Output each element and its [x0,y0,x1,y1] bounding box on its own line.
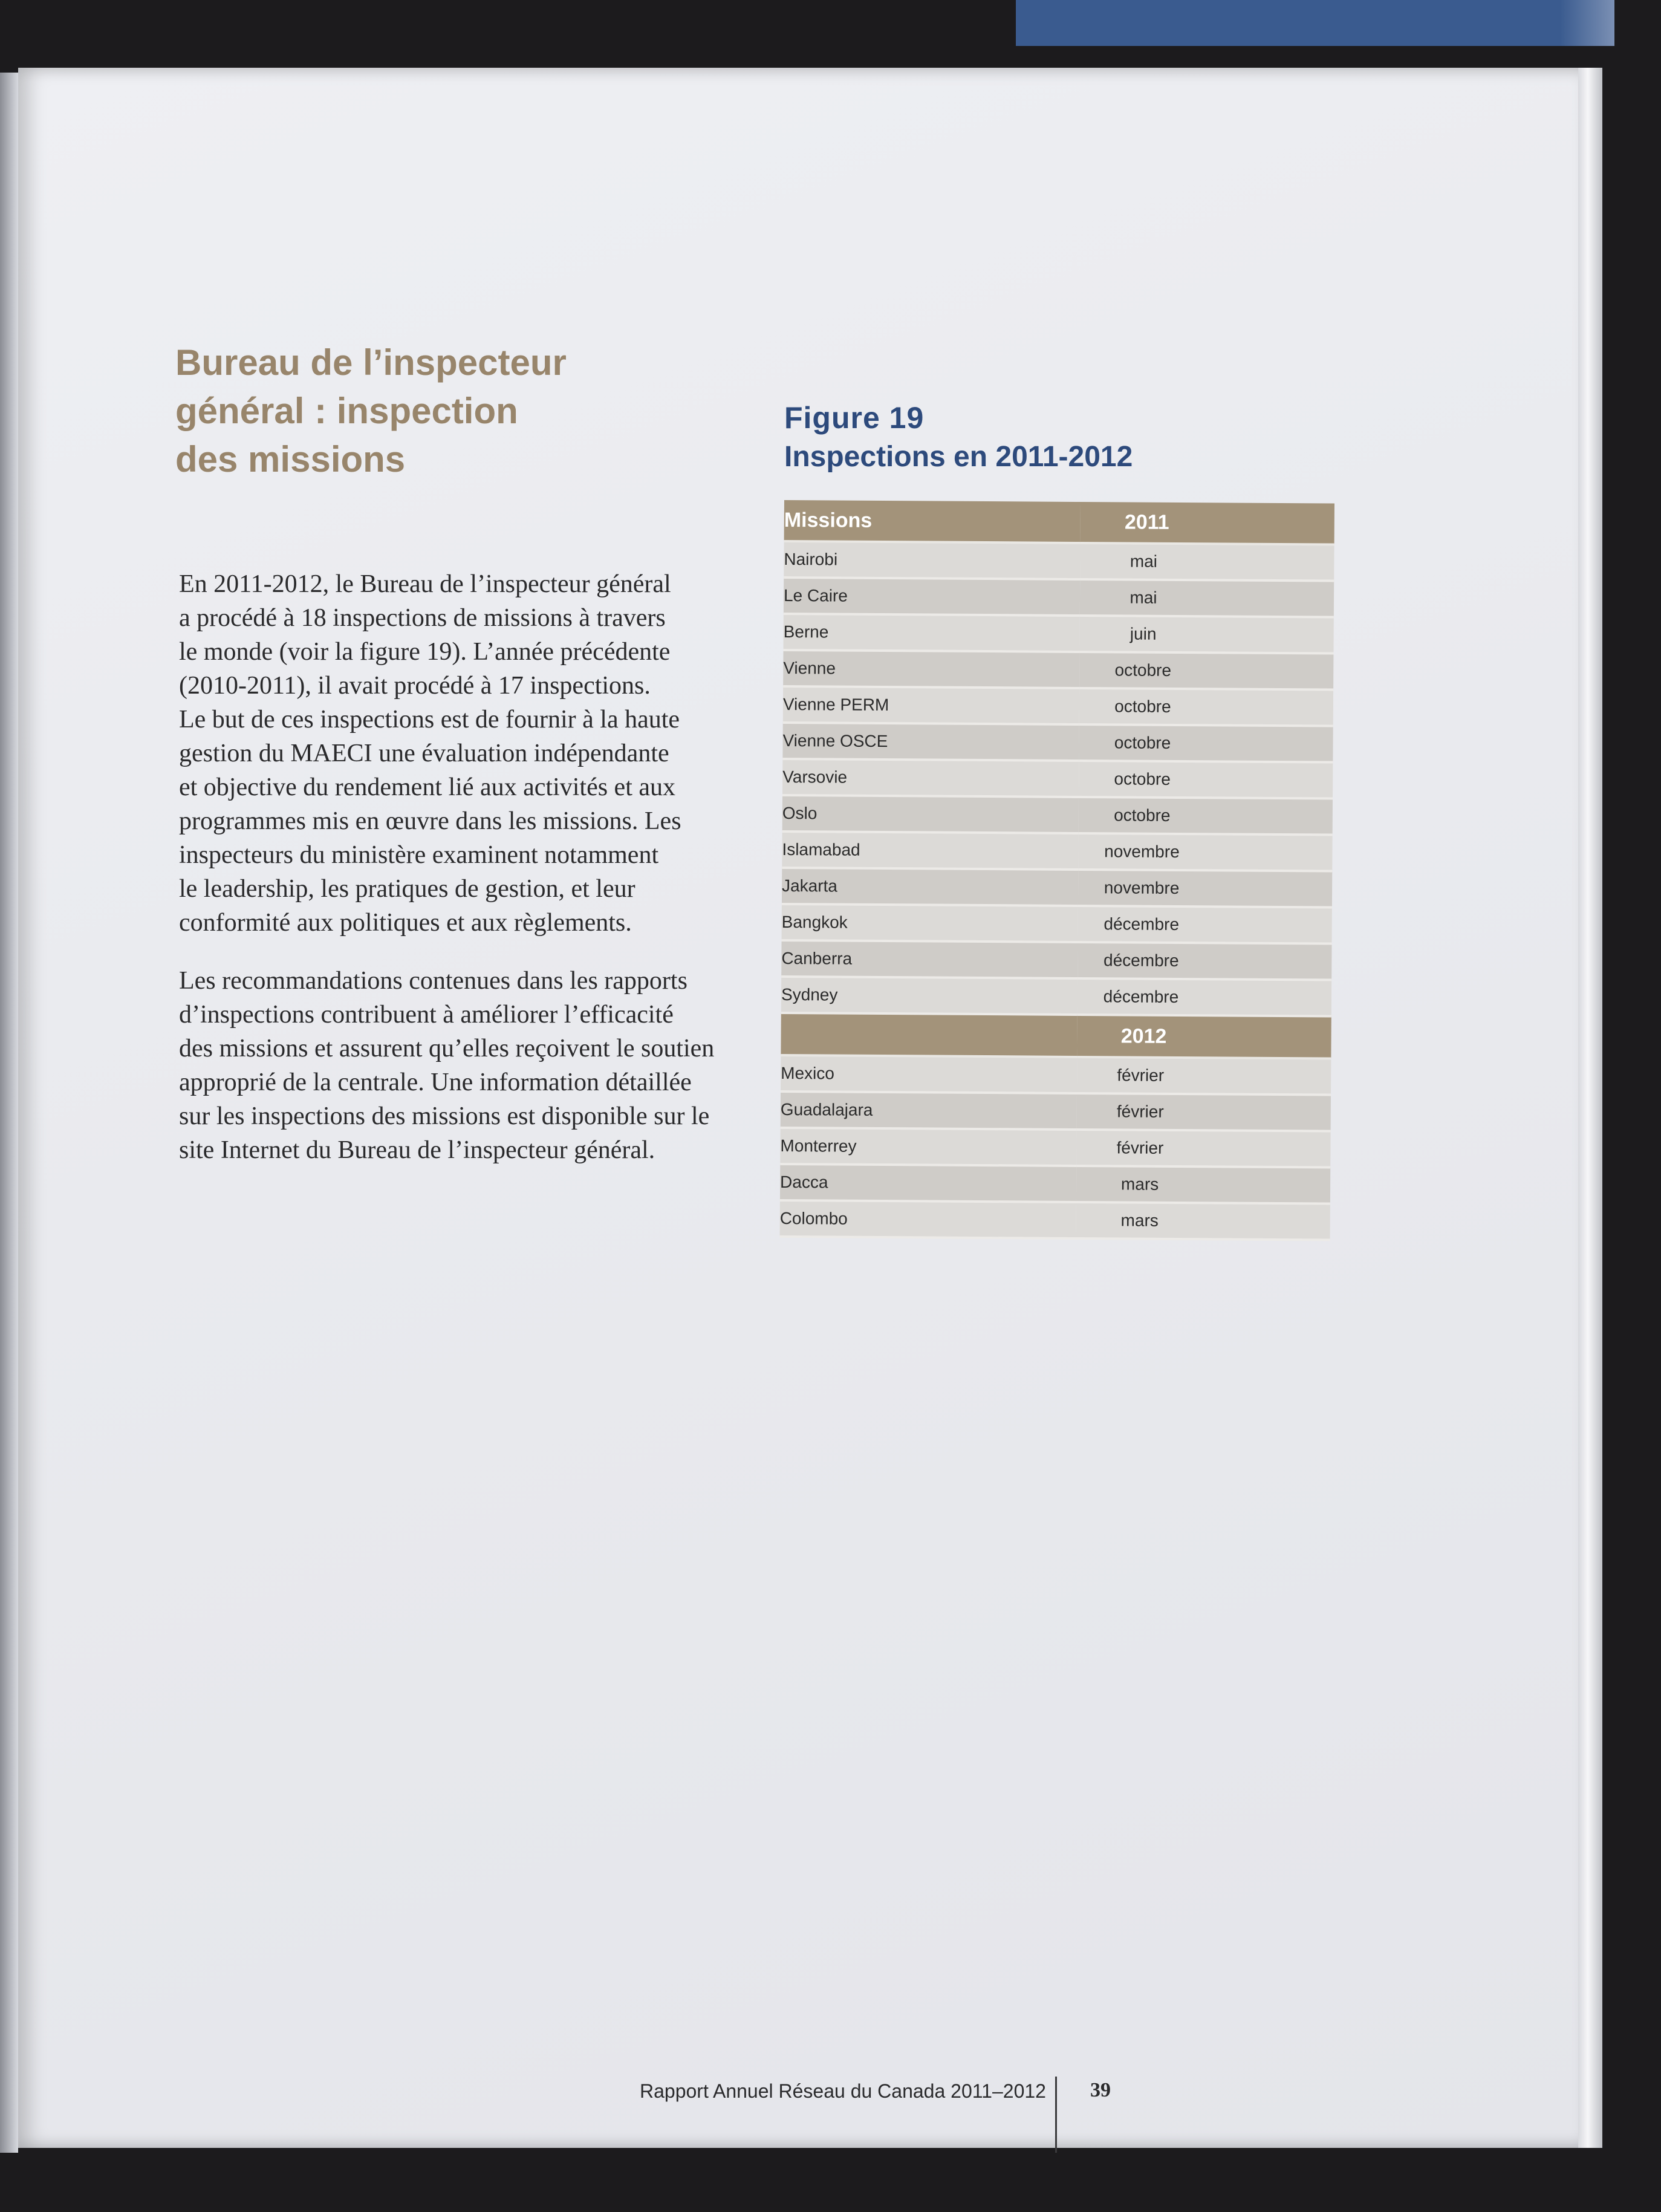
page-right-edge [1578,68,1602,2148]
table-row [783,650,1333,690]
table-year-header-row [784,500,1334,545]
table-row [781,977,1331,1017]
left-page-edge [0,73,18,2153]
table-row [780,1164,1330,1204]
header-color-bar [1016,0,1560,46]
figure-label: Figure 19 [784,401,925,435]
month-cell [1076,1130,1330,1168]
body-paragraph-1 [179,567,747,940]
footer-text: Rapport Annuel Réseau du Canada 2011–2012 [640,2080,1046,2102]
month-label: octobre [1114,805,1171,825]
table-row [783,686,1333,726]
page-number: 39 [1090,2079,1111,2101]
month-label: mai [1130,588,1157,607]
mission-cell: Jakarta [782,868,1078,906]
month-cell [1079,761,1333,799]
body-text-line: inspecteurs du ministère examinent notamment [179,841,659,869]
mission-cell: Vienne PERM [783,686,1079,724]
body-text-line: site Internet du Bureau de l’inspecteur général. [179,1136,655,1164]
mission-cell: Oslo [782,795,1079,833]
month-cell [1078,870,1332,908]
month-label: octobre [1114,733,1171,752]
month-label: mars [1120,1174,1159,1194]
mission-cell: Mexico [781,1055,1077,1093]
month-cell [1076,1166,1330,1204]
table-row [780,1200,1330,1240]
month-cell [1080,543,1334,581]
month-label: mai [1130,551,1158,571]
body-text-line: sur les inspections des missions est disponible sur le [179,1102,710,1130]
missions-column-header: Missions [784,500,1081,543]
month-label: octobre [1114,769,1171,789]
year-label: 2011 [1124,510,1169,534]
month-label: décembre [1104,951,1179,971]
body-text-line: gestion du MAECI une évaluation indépendante [179,740,669,767]
month-cell [1079,688,1333,726]
body-text-line: approprié de la centrale. Une information détaillée [179,1069,692,1096]
table-row [781,1091,1331,1131]
month-cell [1077,1057,1331,1095]
table-row [781,940,1331,980]
year-header [1081,502,1334,545]
table-row [782,723,1333,763]
mission-cell: Dacca [780,1164,1076,1202]
table-year-header-row [781,1013,1331,1059]
body-text-line: des missions et assurent qu’elles reçoivent le soutien [179,1035,715,1062]
mission-cell: Le Caire [784,577,1080,616]
month-label: février [1116,1102,1164,1121]
missions-column-header [781,1013,1077,1057]
mission-cell: Varsovie [782,759,1079,797]
mission-cell: Monterrey [780,1128,1076,1166]
month-cell [1078,906,1332,944]
month-cell [1079,724,1333,763]
year-header [1077,1015,1331,1059]
body-text-line: En 2011-2012, le Bureau de l’inspecteur général [179,570,671,598]
month-cell [1079,797,1333,835]
table-row [782,868,1332,908]
month-cell [1079,616,1333,654]
month-cell [1079,652,1333,690]
month-label: mars [1120,1211,1159,1230]
month-cell [1077,1093,1331,1131]
table-row [784,577,1334,617]
month-label: octobre [1114,697,1171,716]
body-text-line: le leadership, les pratiques de gestion, et leur [179,875,635,903]
body-text-line: d’inspections contribuent à améliorer l’efficacité [179,1001,674,1029]
body-text-line: programmes mis en œuvre dans les missions. Les [179,807,681,835]
table-row [781,1055,1331,1095]
table-row [782,759,1333,799]
mission-cell: Guadalajara [781,1091,1077,1130]
table-row [782,795,1333,835]
month-label: février [1117,1065,1165,1085]
mission-cell: Bangkok [782,904,1078,942]
month-label: novembre [1104,878,1180,898]
mission-cell: Berne [783,614,1079,652]
mission-cell: Sydney [781,977,1078,1015]
month-cell [1080,579,1334,617]
month-label: novembre [1104,842,1180,862]
table-row [783,614,1333,654]
mission-cell: Vienne [783,650,1079,688]
mission-cell: Nairobi [784,541,1080,579]
table-row [784,541,1334,581]
footer-divider [1055,2077,1057,2153]
year-label: 2012 [1120,1024,1167,1048]
body-paragraph-2 [179,964,747,1167]
mission-cell: Canberra [781,940,1078,978]
section-title-line: Bureau de l’inspecteur [175,342,567,383]
table-row [780,1128,1330,1168]
table-row [782,831,1332,871]
month-label: février [1116,1138,1164,1157]
month-label: décembre [1104,914,1180,934]
month-cell [1076,1202,1330,1240]
body-text-line: a procédé à 18 inspections de missions à travers [179,604,666,632]
month-label: juin [1130,624,1157,643]
inspections-table [780,500,1334,1241]
body-text-line: (2010-2011), il avait procédé à 17 inspections. [179,672,651,700]
month-label: octobre [1114,660,1172,680]
figure-title: Inspections en 2011-2012 [784,441,1133,473]
section-title-line: général : inspection [175,391,518,431]
month-cell [1078,978,1331,1017]
body-text-line: et objective du rendement lié aux activités et aux [179,773,676,801]
body-text-line: Le but de ces inspections est de fournir à la haute [179,706,680,734]
month-label: décembre [1103,987,1179,1006]
mission-cell: Islamabad [782,831,1078,870]
section-title [175,339,720,484]
mission-cell: Vienne OSCE [782,723,1079,761]
month-cell [1078,942,1331,980]
mission-cell: Colombo [780,1200,1076,1238]
body-text-line: Les recommandations contenues dans les rapports [179,967,687,995]
month-cell [1078,833,1332,871]
section-title-line: des missions [175,439,406,480]
body-text-line: conformité aux politiques et aux règlements. [179,909,632,937]
table-row [782,904,1332,944]
body-text-line: le monde (voir la figure 19). L’année précédente [179,638,671,666]
